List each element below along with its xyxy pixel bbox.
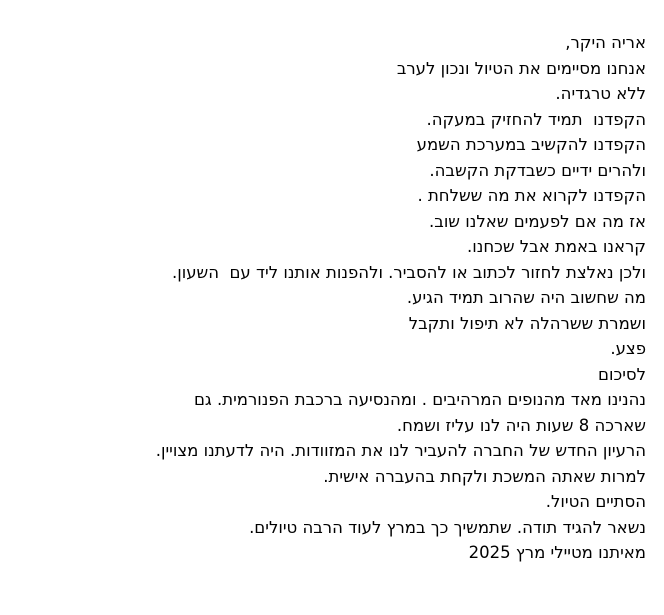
document-line: קראנו באמת אבל שכחנו. xyxy=(467,237,646,256)
document-line: אריה היקר, xyxy=(565,33,646,52)
document-line: הקפדנו תמיד להחזיק במעקה. xyxy=(426,109,646,129)
document-line: שארכה 8 שעות היה לנו עליז ושמח. xyxy=(396,415,646,435)
document-line: פצע. xyxy=(610,339,646,358)
document-line: מאיתנו מטיילי מרץ 2025 xyxy=(468,543,646,562)
document-line: הסתיים הטיול. xyxy=(545,492,646,511)
document-line: אנחנו מסיימים את הטיול ונכון לערב xyxy=(396,58,646,78)
document-body xyxy=(18,30,646,566)
document-line: למרות שאתה המשכת ולקחת בהעברה אישית. xyxy=(323,466,646,486)
document-line: הרעיון החדש של החברה להעביר לנו את המזוודות. היה לדעתנו מצויין. xyxy=(155,441,646,460)
document-line: אז מה אם לפעמים שאלנו שוב. xyxy=(429,211,646,231)
document-line: הקפדנו להקשיב במערכת השמע xyxy=(416,135,646,154)
document-line: ולכן נאלצת לחזור לכתוב או להסביר. ולהפנות אותנו ליד עם השעון. xyxy=(171,262,646,282)
document-line: נהנינו מאד מהנופים המרהיבים . ומהנסיעה ברכבת הפנורמית. גם xyxy=(193,390,646,409)
document-line: מה שחשוב היה שהרוב תמיד הגיע. xyxy=(406,288,646,307)
document-line: נשאר להגיד תודה. שתמשיך כך במרץ לעוד הרבה טיולים. xyxy=(249,517,646,537)
document-line: ולהרים ידיים כשבדקת הקשבה. xyxy=(429,160,646,180)
document-line: הקפדנו לקרוא את מה ששלחת . xyxy=(417,186,646,205)
document-line: לסיכום xyxy=(598,364,646,384)
document-line: ללא טרגדיה. xyxy=(555,84,646,103)
document-line: ושמרת ששרהלה לא תיפול ותקבל xyxy=(408,313,646,333)
